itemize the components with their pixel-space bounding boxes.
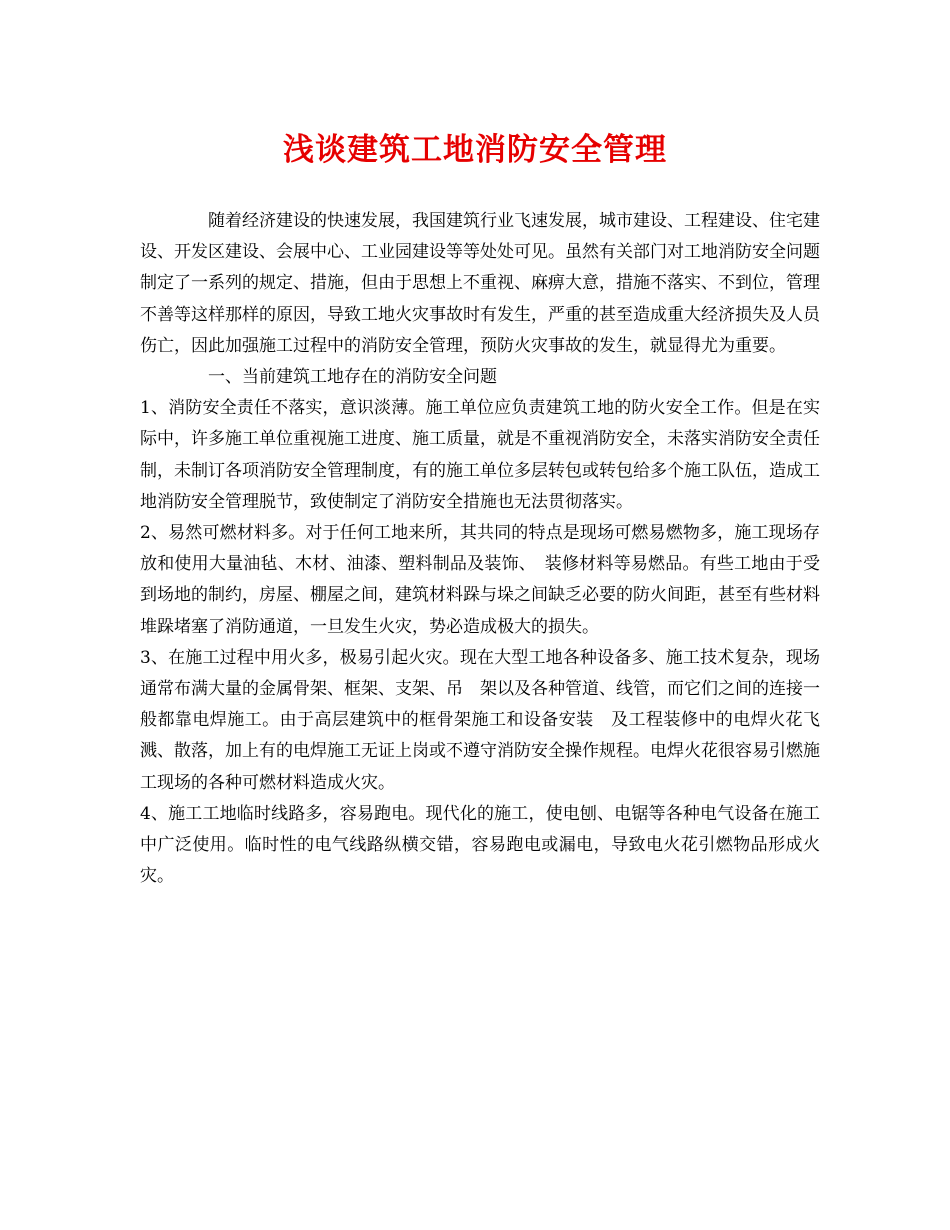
document-title: 浅谈建筑工地消防安全管理 bbox=[283, 132, 667, 168]
section-heading: 一、当前建筑工地存在的消防安全问题 bbox=[208, 367, 497, 388]
document-body bbox=[140, 206, 820, 892]
intro-paragraph: 随着经济建设的快速发展，我国建筑行业飞速发展，城市建设、工程建设、住宅建设、开发区建设、会展中心、工业园建设等等处处可见。虽然有关部门对工地消防安全问题制定了一系列的规定、措施，但由于思想上不重视、麻痹大意，措施不落实、不到位，管理不善等这样那样的原因，导致工地火灾事故时有发生，严重的甚至造成重大经济损失及人员伤亡，因此加强施工过程中的消防安全管理，预防火灾事故的发生，就显得尤为重要。 bbox=[140, 211, 820, 356]
list-item-1: 1、消防安全责任不落实，意识淡薄。施工单位应负责建筑工地的防火安全工作。但是在实际中，许多施工单位重视施工进度、施工质量，就是不重视消防安全，未落实消防安全责任制，未制订各项消防安全管理制度，有的施工单位多层转包或转包给多个施工队伍，造成工地消防安全管理脱节，致使制定了消防安全措施也无法贯彻落实。 bbox=[140, 398, 820, 512]
list-item-3: 3、在施工过程中用火多，极易引起火灾。现在大型工地各种设备多、施工技术复杂，现场通常布满大量的金属骨架、框架、支架、吊 架以及各种管道、线管，而它们之间的连接一般都靠电焊施工。由于高层建筑中的框骨架施工和设备安装 及工程装修中的电焊火花飞溅、散落，加上有的电焊施工无证上岗或不遵守消防安全操作规程。电焊火花很容易引燃施工现场的各种可燃材料造成火灾。 bbox=[140, 647, 820, 793]
list-item-4: 4、施工工地临时线路多，容易跑电。现代化的施工，使电刨、电锯等各种电气设备在施工中广泛使用。临时性的电气线路纵横交错，容易跑电或漏电，导致电火花引燃物品形成火灾。 bbox=[140, 803, 820, 887]
list-item-2: 2、易然可燃材料多。对于任何工地来所，其共同的特点是现场可燃易燃物多，施工现场存放和使用大量油毡、木材、油漆、塑料制品及装饰、 装修材料等易燃品。有些工地由于受到场地的制约，房屋、棚屋之间，建筑材料跺与垛之间缺乏必要的防火间距，甚至有些材料堆跺堵塞了消防通道，一旦发生火灾，势必造成极大的损失。 bbox=[140, 523, 820, 637]
